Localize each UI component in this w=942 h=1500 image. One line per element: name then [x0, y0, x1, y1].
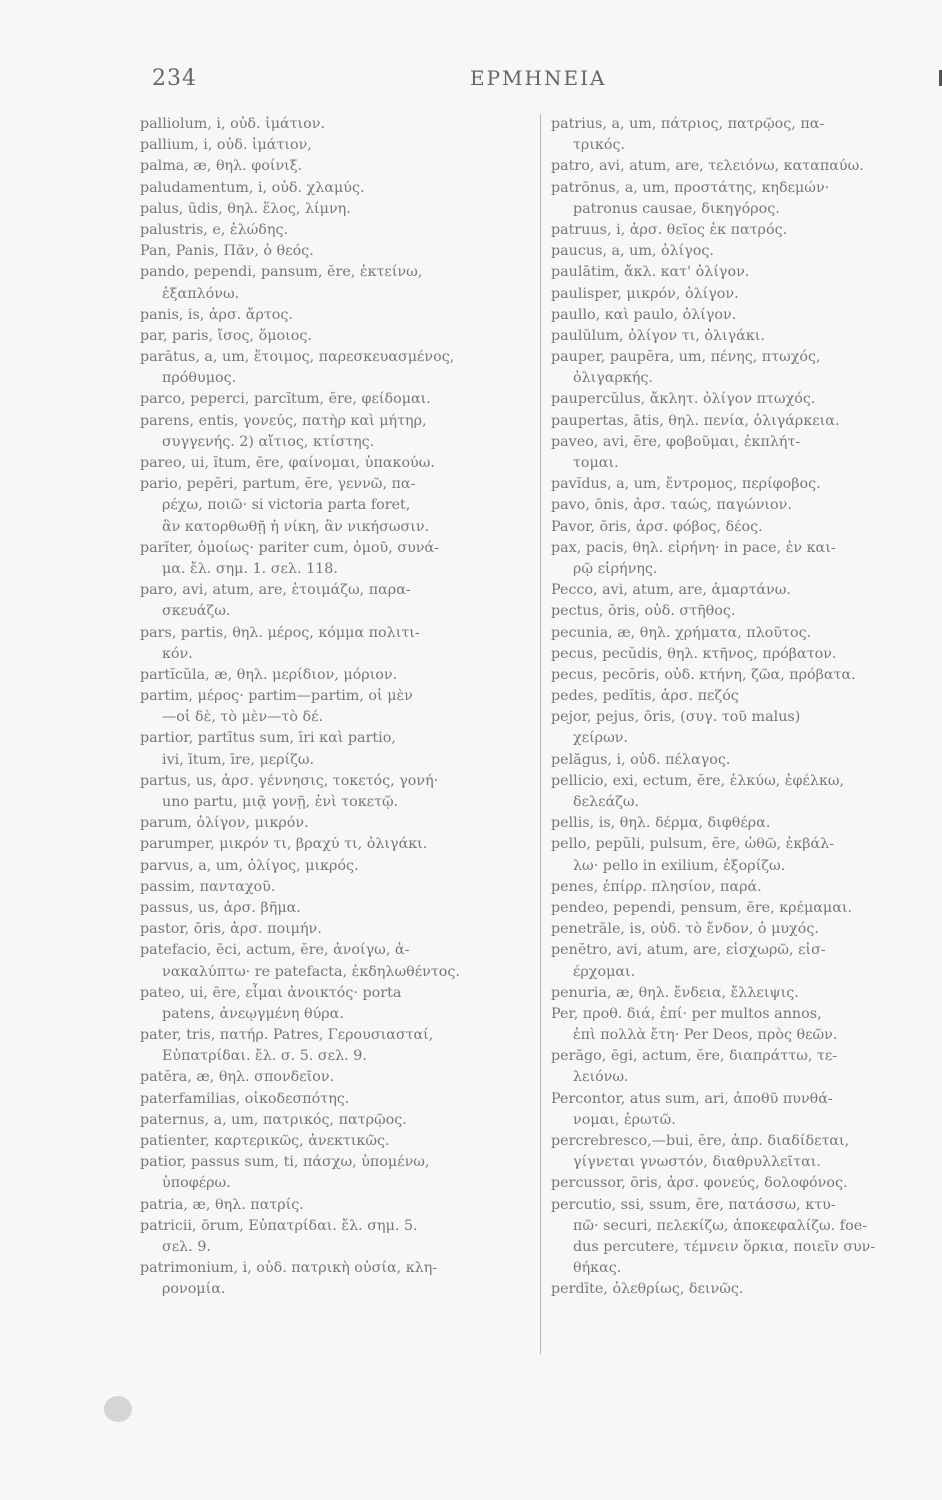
dictionary-line: pecunia, æ, θηλ. χρήματα, πλοῦτος. [551, 624, 812, 641]
dictionary-line: pars, partis, θηλ. μέρος, κόμμα πολιτι- [140, 624, 420, 641]
dictionary-line: percutio, ssi, ssum, ĕre, πατάσσω, κτυ- [551, 1196, 836, 1213]
dictionary-line: paupertas, ātis, θηλ. πενία, ὀλιγάρκεια. [551, 412, 840, 429]
dictionary-line: paullo, καὶ paulo, ὀλίγον. [551, 306, 737, 323]
ink-blot [104, 1396, 132, 1422]
dictionary-line: partus, us, ἀρσ. γέννησις, τοκετός, γονή· [140, 772, 439, 789]
dictionary-line: uno partu, μιᾷ γονῇ, ἑνὶ τοκετῷ. [162, 794, 399, 810]
page-header [152, 66, 932, 96]
dictionary-line: —οἱ δὲ, τὸ μὲν—τὸ δέ. [162, 709, 324, 726]
dictionary-line: σελ. 9. [162, 1238, 211, 1255]
dictionary-line: ἐξαπλόνω. [162, 285, 240, 302]
dictionary-line: δελεάζω. [573, 794, 640, 810]
dictionary-line: paterfamilias, οἰκοδεσπότης. [140, 1090, 350, 1107]
dictionary-line: patĕra, æ, θηλ. σπονδεῖον. [140, 1069, 335, 1086]
dictionary-line: ρῷ εἰρήνης. [573, 560, 658, 577]
dictionary-line: pello, pepŭli, pulsum, ĕre, ὠθῶ, ἐκβάλ- [551, 836, 835, 853]
dictionary-line: penĕtro, avi, atum, are, εἰσχωρῶ, εἰσ- [551, 942, 826, 959]
dictionary-line: paupercŭlus, ἄκλητ. ὀλίγον πτωχός. [551, 391, 816, 408]
dictionary-line: νομαι, ἐρωτῶ. [573, 1111, 676, 1128]
dictionary-line: paucus, a, um, ὀλίγος. [551, 243, 714, 260]
dictionary-line: partior, partītus sum, īri καὶ partio, [140, 730, 396, 747]
dictionary-line: ρέχω, ποιῶ· si victoria parta foret, [162, 497, 411, 514]
left-column [140, 114, 530, 1301]
dictionary-line: patro, avi, atum, are, τελειόνω, καταπαύω. [551, 158, 864, 175]
dictionary-line: patienter, καρτερικῶς, ἀνεκτικῶς. [140, 1133, 390, 1149]
dictionary-line: paro, avi, atum, are, ἑτοιμάζω, παρα- [140, 582, 411, 599]
dictionary-line: parens, entis, γονεύς, πατὴρ καὶ μήτηρ, [140, 412, 427, 429]
dictionary-line: parĭter, ὁμοίως· pariter cum, ὁμοῦ, συνά- [140, 539, 439, 556]
dictionary-line: patens, ἀνεῳγμένη θύρα. [162, 1005, 344, 1022]
dictionary-line: pateo, ui, ēre, εἶμαι ἀνοικτός· porta [140, 984, 402, 1001]
dictionary-line: parvus, a, um, ὀλίγος, μικρός. [140, 857, 359, 874]
dictionary-line: pellicio, exi, ectum, ĕre, ἑλκύω, ἐφέλκω, [551, 772, 845, 789]
dictionary-line: Pavor, ōris, ἀρσ. φόβος, δέος. [551, 518, 763, 535]
dictionary-line: perăgo, ēgi, actum, ĕre, διαπράττω, τε- [551, 1048, 838, 1065]
dictionary-line: parumper, μικρόν τι, βραχύ τι, ὀλιγάκι. [140, 836, 428, 853]
dictionary-line: patruus, i, ἀρσ. θεῖος ἐκ πατρός. [551, 221, 788, 238]
dictionary-line: pando, pependi, pansum, ĕre, ἐκτείνω, [140, 264, 423, 281]
dictionary-line: κόν. [162, 645, 193, 662]
dictionary-line: πῶ· securi, πελεκίζω, ἀποκεφαλίζω. foe- [573, 1217, 867, 1234]
dictionary-line: ὑποφέρω. [162, 1175, 231, 1192]
dictionary-line: σκευάζω. [162, 603, 231, 620]
dictionary-line: Pecco, avi, atum, are, ἁμαρτάνω. [551, 582, 791, 599]
dictionary-line: palma, æ, θηλ. φοίνιξ. [140, 158, 303, 175]
dictionary-line: πρόθυμος. [162, 370, 237, 387]
dictionary-line: percussor, ōris, ἀρσ. φονεύς, δολοφόνος. [551, 1175, 848, 1192]
dictionary-line: Pan, Panis, Πᾶν, ὁ θεός. [140, 243, 314, 260]
right-column [551, 114, 933, 1301]
column-divider [540, 114, 541, 1354]
dictionary-line: passus, us, ἀρσ. βῆμα. [140, 899, 301, 916]
dictionary-line: paulŭlum, ὀλίγον τι, ὀλιγάκι. [551, 327, 765, 344]
dictionary-line: palus, ūdis, θηλ. ἕλος, λίμνη. [140, 200, 351, 217]
dictionary-line: patrius, a, um, πάτριος, πατρῷος, πα- [551, 116, 825, 132]
dictionary-line: pecus, pecŭdis, θηλ. κτῆνος, πρόβατον. [551, 645, 837, 662]
dictionary-line: ivi, ītum, īre, μερίζω. [162, 751, 315, 768]
dictionary-line: pectus, ŏris, οὐδ. στῆθος. [551, 603, 736, 620]
dictionary-line: parum, ὀλίγον, μικρόν. [140, 815, 309, 832]
dictionary-line: parātus, a, um, ἕτοιμος, παρεσκευασμένος, [140, 349, 455, 366]
dictionary-line: έρχομαι. [573, 963, 636, 980]
dictionary-line: penuria, æ, θηλ. ἔνδεια, ἔλλειψις. [551, 984, 799, 1001]
dictionary-line: paulisper, μικρόν, ὀλίγον. [551, 285, 739, 302]
dictionary-line: pendeo, pependi, pensum, ēre, κρέμαμαι. [551, 899, 853, 916]
dictionary-line: μα. ἔλ. σημ. 1. σελ. 118. [162, 560, 338, 577]
dictionary-line: paternus, a, um, πατρικός, πατρῷος. [140, 1111, 407, 1128]
dictionary-line: patronus causae, δικηγόρος. [573, 200, 780, 217]
dictionary-line: paulātim, ἄκλ. κατ' ὀλίγον. [551, 264, 750, 281]
dictionary-line: τρικός. [573, 137, 626, 154]
dictionary-line: pallium, i, οὐδ. ἱμάτιον, [140, 137, 312, 154]
dictionary-line: patefacio, ēci, actum, ĕre, ἀνοίγω, ἀ- [140, 942, 410, 959]
dictionary-line: Percontor, atus sum, ari, ἀποθῦ πυνθά- [551, 1090, 833, 1107]
running-head-title: ΕΡΜΗΝΕΙΑ [470, 66, 607, 90]
dictionary-line: pater, tris, πατήρ. Patres, Γερουσιασταί, [140, 1027, 434, 1044]
dictionary-line: χείρων. [573, 730, 628, 747]
dictionary-line: parco, peperci, parcĭtum, ĕre, φείδομαι. [140, 391, 431, 408]
dictionary-line: patrōnus, a, um, προστάτης, κηδεμών· [551, 179, 830, 196]
dictionary-line: pareo, ui, ĭtum, ēre, φαίνομαι, ὑπακούω. [140, 455, 435, 471]
dictionary-line: ἐπὶ πολλὰ ἔτη· Per Deos, πρὸς θεῶν. [573, 1027, 838, 1044]
dictionary-line: patrimonium, i, οὐδ. πατρικὴ οὐσία, κλη- [140, 1260, 438, 1277]
dictionary-line: θήκας. [573, 1260, 622, 1277]
dictionary-line: pecus, pecŏris, οὐδ. κτήνη, ζῶα, πρόβατα. [551, 666, 856, 683]
dictionary-line: penetrāle, is, οὐδ. τὸ ἔνδον, ὁ μυχός. [551, 921, 819, 938]
dictionary-line: Εὐπατρίδαι. ἔλ. σ. 5. σελ. 9. [162, 1048, 367, 1065]
dictionary-line: dus percutere, τέμνειν ὅρκια, ποιεῖν συν- [573, 1238, 876, 1255]
dictionary-line: pelăgus, i, οὐδ. πέλαγος. [551, 751, 731, 768]
dictionary-line: patria, æ, θηλ. πατρίς. [140, 1196, 304, 1213]
dictionary-line: patior, passus sum, ti, πάσχω, ὑπομένω, [140, 1154, 430, 1171]
dictionary-line: pellis, is, θηλ. δέρμα, διφθέρα. [551, 815, 771, 832]
dictionary-line: paveo, avi, ēre, φοβοῦμαι, ἐκπλήτ- [551, 433, 801, 450]
dictionary-line: paludamentum, i, οὐδ. χλαμύς. [140, 179, 365, 196]
dictionary-line: percrebresco,—bui, ĕre, ἀπρ. διαδίδεται, [551, 1133, 850, 1149]
dictionary-line: τομαι. [573, 455, 619, 471]
dictionary-line: patricii, ōrum, Εὐπατρίδαι. ἔλ. σημ. 5. [140, 1217, 418, 1234]
dictionary-line: penes, ἐπίρρ. πλησίον, παρά. [551, 878, 762, 895]
dictionary-line: λω· pello in exilium, ἐξορίζω. [573, 857, 786, 874]
dictionary-line: partĭcŭla, æ, θηλ. μερίδιον, μόριον. [140, 666, 398, 683]
dictionary-line: partim, μέρος· partim—partim, οἱ μὲν [140, 688, 413, 705]
dictionary-line: palustris, e, ἑλώδης. [140, 221, 289, 238]
dictionary-line: ὀλιγαρκής. [573, 370, 653, 387]
dictionary-line: ἂν κατορθωθῇ ἡ νίκη, ἂν νικήσωσιν. [162, 518, 430, 535]
dictionary-line: pedes, pedĭtis, ἀρσ. πεζός [551, 688, 739, 705]
dictionary-line: pax, pacis, θηλ. εἰρήνη· in pace, ἐν και- [551, 539, 836, 556]
dictionary-line: συγγενής. 2) αἴτιος, κτίστης. [162, 433, 375, 450]
dictionary-line: pario, pepĕri, partum, ĕre, γεννῶ, πα- [140, 476, 416, 493]
dictionary-line: γίγνεται γνωστόν, διαθρυλλεῖται. [573, 1154, 821, 1171]
page-number: 234 [152, 66, 197, 91]
dictionary-line: λειόνω. [573, 1069, 629, 1086]
dictionary-line: par, paris, ἴσος, ὅμοιος. [140, 327, 312, 344]
dictionary-line: panis, is, ἀρσ. ἄρτος. [140, 306, 293, 323]
dictionary-line: pejor, pejus, ōris, (συγ. τοῦ malus) [551, 709, 801, 726]
dictionary-line: pastor, ōris, ἀρσ. ποιμήν. [140, 921, 322, 938]
dictionary-line: Per, προθ. διά, ἐπί· per multos annos, [551, 1005, 822, 1022]
dictionary-line: νακαλύπτω· re patefacta, ἐκδηλωθέντος. [162, 963, 460, 980]
dictionary-line: pauper, paupĕra, um, πένης, πτωχός, [551, 349, 821, 366]
dictionary-line: pavo, ōnis, ἀρσ. ταώς, παγώνιον. [551, 497, 792, 514]
dictionary-line: pavĭdus, a, um, ἔντρομος, περίφοβος. [551, 476, 821, 493]
dictionary-line: ρονομία. [162, 1281, 226, 1298]
dictionary-line: perdīte, ὀλεθρίως, δεινῶς. [551, 1281, 744, 1298]
dictionary-line: palliolum, i, οὐδ. ἱμάτιον. [140, 116, 325, 132]
dictionary-line: passim, πανταχοῦ. [140, 878, 276, 895]
